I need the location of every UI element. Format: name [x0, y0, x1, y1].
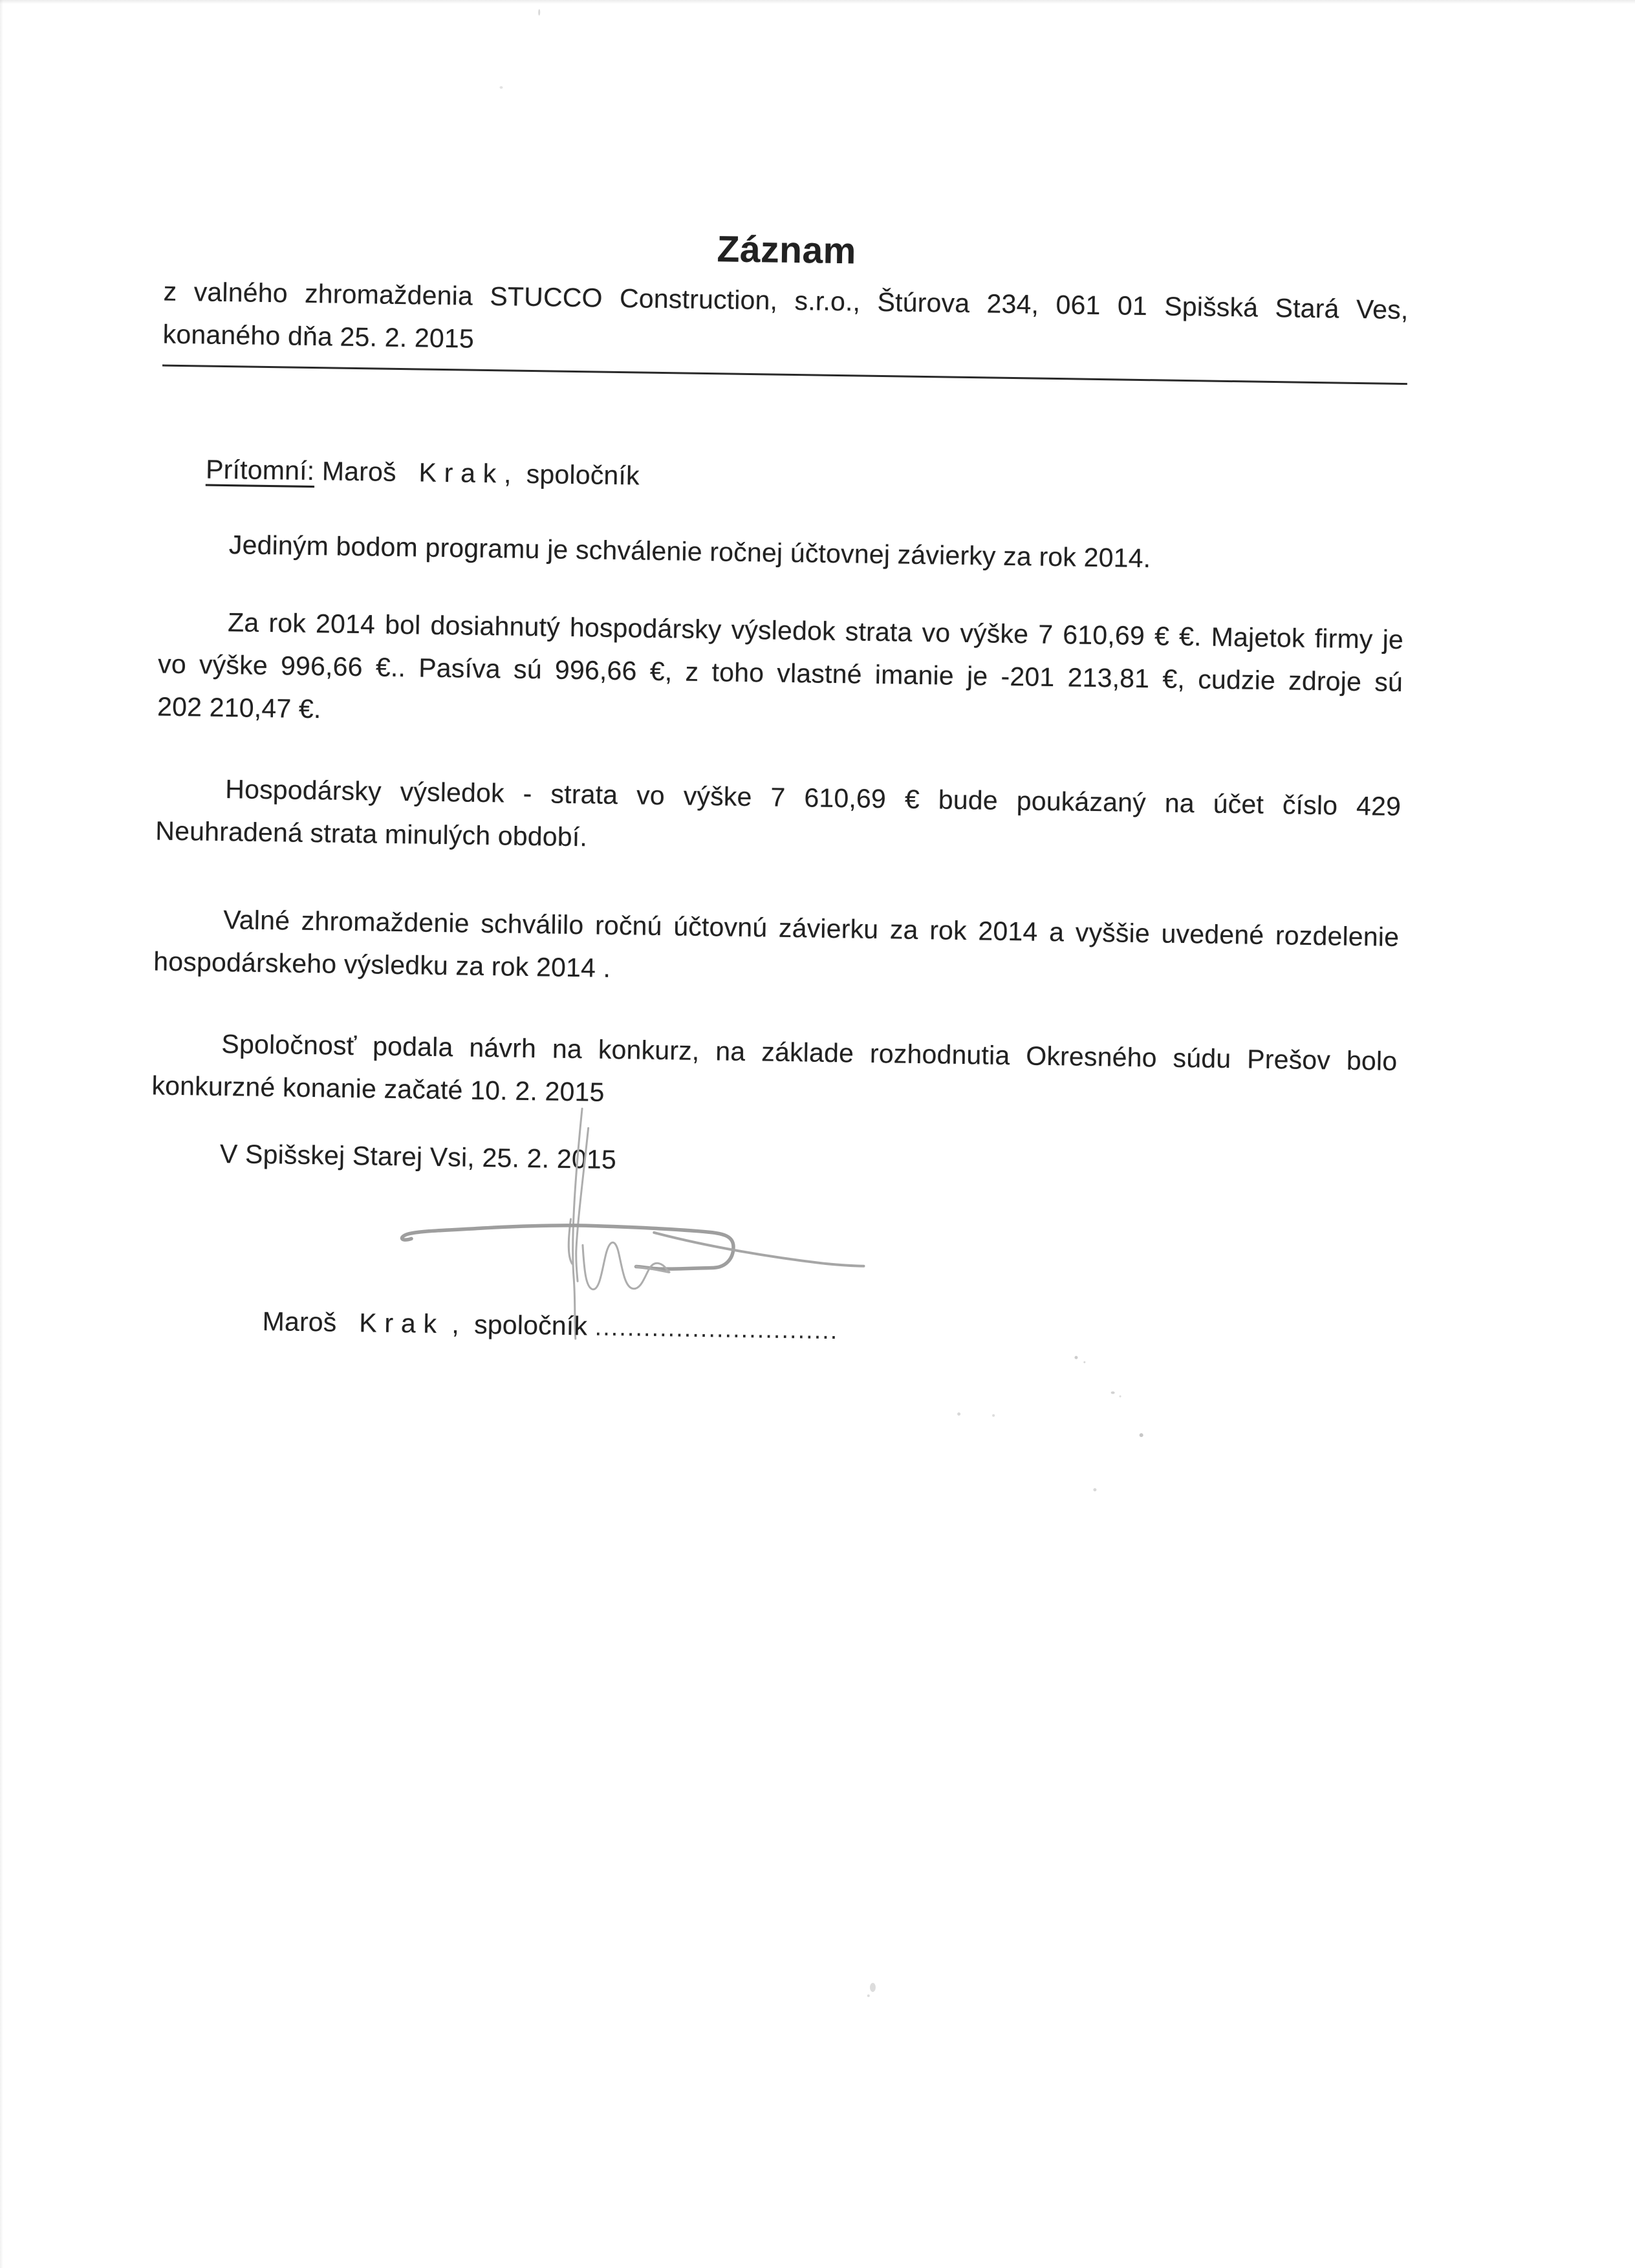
- paragraph-result: [157, 599, 1404, 746]
- paragraph-result-line-2: vo výške 996,66 €.. Pasíva sú 996,66 €, z toho vlastné imanie je -201 213,81 €, cudzie zdroje sú: [157, 649, 1403, 698]
- paragraph-allocation: [155, 766, 1402, 870]
- intro-paragraph: [162, 270, 1409, 374]
- paragraph-result-line-3: 202 210,47 €.: [157, 691, 321, 724]
- paragraph-bankruptcy-line-1: Spoločnosť podala návrh na konkurz, na základe rozhodnutia Okresného súdu Prešov bolo: [221, 1028, 1398, 1076]
- scan-speck: [1083, 1361, 1085, 1363]
- paragraph-allocation-line-1: Hospodársky výsledok - strata vo výške 7 610,69 € bude poukázaný na účet číslo 429: [225, 774, 1402, 822]
- scan-speck: [870, 1983, 876, 1992]
- paragraph-result-line-1: Za rok 2014 bol dosiahnutý hospodársky výsledok strata vo výške 7 610,69 € €. Majetok firmy je: [227, 607, 1404, 655]
- attendees-value: Maroš K r a k , spoločník: [314, 456, 640, 491]
- scan-speck: [538, 9, 540, 16]
- page-title: Záznam: [717, 228, 857, 272]
- scan-speck: [867, 1994, 870, 1997]
- place-date-line: V Spišskej Starej Vsi, 25. 2. 2015: [219, 1138, 617, 1175]
- scan-speck: [1074, 1356, 1077, 1359]
- scan-speck: [1120, 1396, 1121, 1398]
- scan-speck: [1111, 1391, 1115, 1394]
- paragraph-allocation-line-2: Neuhradená strata minulých období.: [155, 815, 588, 852]
- scan-speck: [1093, 1488, 1096, 1491]
- signature-dotted-line: ..............................: [594, 1313, 839, 1345]
- paragraph-approval-line-1: Valné zhromaždenie schválilo ročnú účtovnú závierku za rok 2014 a vyššie uvedené rozdelenie: [223, 905, 1400, 952]
- paragraph-approval-line-2: hospodárskeho výsledku za rok 2014 .: [153, 946, 611, 983]
- scan-speck: [1140, 1433, 1143, 1437]
- paragraph-approval: [153, 897, 1400, 1001]
- signature-stroke-tail: [654, 1233, 865, 1266]
- intro-line-2: konaného dňa 25. 2. 2015: [162, 319, 475, 354]
- signer-name: Maroš K r a k , spoločník: [262, 1306, 596, 1341]
- attendees-label: Prítomní:: [205, 454, 315, 486]
- scan-speck: [957, 1412, 960, 1416]
- signer-line: [147, 1255, 1464, 1404]
- paragraph-bankruptcy-line-2: konkurzné konanie začaté 10. 2. 2015: [151, 1070, 605, 1107]
- intro-line-1: z valného zhromaždenia STUCCO Construction, s.r.o., Štúrova 234, 061 01 Spišská Stará Ves,: [163, 276, 1409, 325]
- scan-speck: [499, 86, 503, 89]
- paragraph-agenda-line-1: Jediným bodom programu je schválenie ročnej účtovnej závierky za rok 2014.: [228, 530, 1151, 574]
- scan-speck: [992, 1414, 995, 1417]
